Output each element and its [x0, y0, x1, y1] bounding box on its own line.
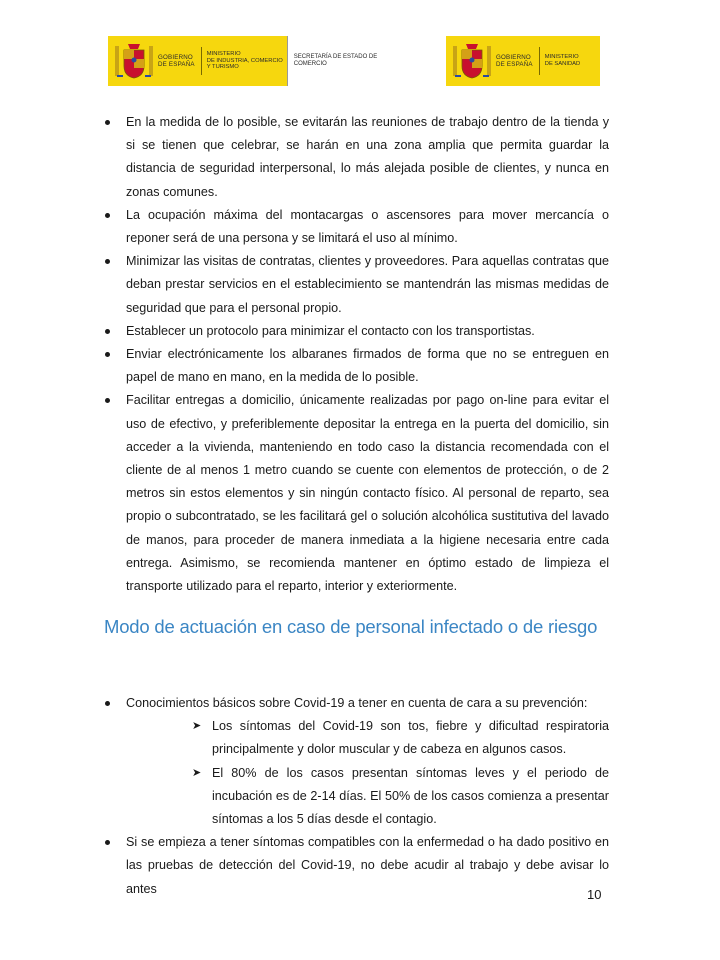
infection-protocol-section [104, 692, 609, 901]
logo-yellow-band-right [446, 36, 600, 86]
measures-list [104, 111, 609, 598]
ministerio-sanidad-text: MINISTERIO DE SANIDAD [539, 47, 580, 75]
list-item: Enviar electrónicamente los albaranes firmados de forma que no se entreguen en papel de mano en mano, en la medida de lo posible. [104, 343, 609, 389]
ministerio-industria-text: MINISTERIO DE INDUSTRIA, COMERCIO Y TURISMO [201, 47, 283, 75]
arrow-bullet-icon: ➤ [192, 766, 202, 779]
list-item-text: Conocimientos básicos sobre Covid-19 a tener en cuenta de cara a su prevención: [126, 696, 588, 710]
gobierno-text: GOBIERNO DE ESPAÑA [158, 54, 195, 68]
page-number: 10 [587, 887, 602, 902]
sublist-item-text: El 80% de los casos presentan síntomas leves y el periodo de incubación es de 2-14 días. El 50% de los casos comienza a presentar síntomas a los 5 días desde el contagio. [212, 765, 609, 827]
logo-gobierno-industria [108, 36, 392, 86]
symptoms-sublist [126, 715, 609, 831]
logo-yellow-band [108, 36, 287, 86]
list-item: La ocupación máxima del montacargas o ascensores para mover mercancía o reponer será de una persona y se limitará el uso al mínimo. [104, 204, 609, 250]
sublist-item-text: Los síntomas del Covid-19 son tos, fiebre y dificultad respiratoria principalmente y dolor muscular y de cabeza en algunos casos. [212, 719, 609, 757]
list-item: Facilitar entregas a domicilio, únicamente realizadas por pago on-line para evitar el uso de efectivo, y preferiblemente depositar la entrega en la puerta del domicilio, sin acceder a la vivienda, manteniendo en todo caso la distancia recomendada con el cliente de al menos 1 metro cuando se cuente con elementos de protección, o de 2 metros sin estos elementos y sin ningún contacto físico. Al personal de reparto, sea propio o subcontratado, se les facilitará gel o solución alcohólica sustitutiva del lavado de manos, para proceder de manera inmediata a la higiene necesaria entre cada entrega. Asimismo, se recomienda mantener en óptimo estado de limpieza el transporte utilizado para el reparto, interior y exteriormente. [104, 389, 609, 598]
coat-of-arms-icon [114, 40, 154, 82]
list-item: En la medida de lo posible, se evitarán las reuniones de trabajo dentro de la tienda y si se tienen que celebrar, se harán en una zona amplia que permita guardar la distancia de seguridad interpersonal, lo más alejada posible de clientes, y nunca en zonas comunes. [104, 111, 609, 204]
sublist-item [190, 715, 609, 761]
section-heading: Modo de actuación en caso de personal infectado o de riesgo [104, 616, 598, 637]
list-item [104, 692, 609, 831]
protocol-list [104, 692, 609, 901]
list-item: Minimizar las visitas de contratas, clientes y proveedores. Para aquellas contratas que deban prestar servicios en el establecimiento se mantendrán las mismas medidas de seguridad que para el personal propio. [104, 250, 609, 320]
arrow-bullet-icon: ➤ [192, 720, 202, 733]
measures-list-section [104, 111, 609, 598]
secretaria-text: SECRETARÍA DE ESTADO DE COMERCIO [287, 36, 378, 86]
list-item: Establecer un protocolo para minimizar el contacto con los transportistas. [104, 320, 609, 343]
list-item: Si se empieza a tener síntomas compatibles con la enfermedad o ha dado positivo en las pruebas de detección del Covid-19, no debe acudir al trabajo y debe avisar lo antes [104, 831, 609, 901]
gobierno-text-right: GOBIERNO DE ESPAÑA [496, 54, 533, 68]
sublist-item [190, 762, 609, 832]
coat-of-arms-icon [452, 40, 492, 82]
logo-gobierno-sanidad [446, 36, 600, 86]
